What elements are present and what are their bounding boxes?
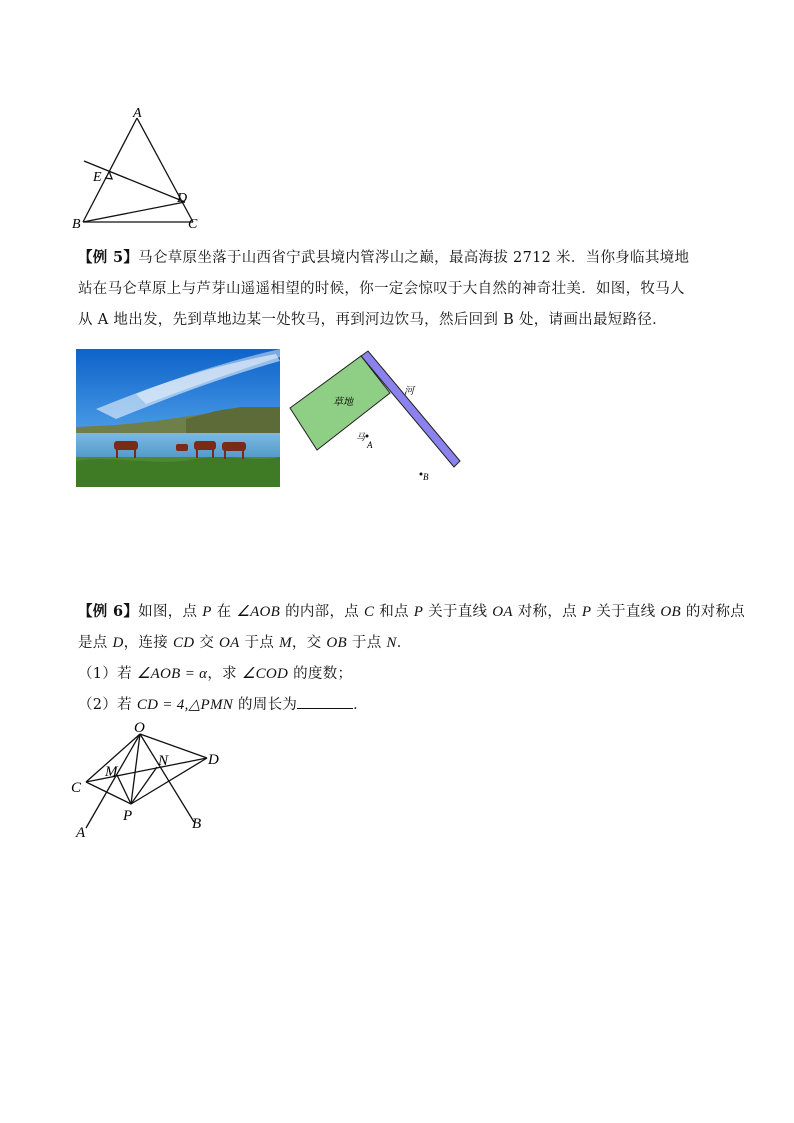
example5-line1: [78, 242, 728, 274]
example5-line2: 站在马仑草原上与芦芽山遥遥相望的时候，你一定会惊叹于大自然的神奇壮美．如图，牧马人: [78, 281, 685, 297]
label-b: B: [192, 816, 202, 832]
label-p: P: [123, 808, 133, 824]
label-o: O: [134, 720, 145, 736]
river-strip: [361, 351, 460, 467]
example5-tag: 【例 5】: [78, 249, 139, 266]
example6-line1: 【例 6】如图，点 P 在 ∠AOB 的内部，点 C 和点 P 关于直线 OA 对称，点 P 关于直线 OB 的对称点: [78, 603, 746, 620]
example6-question1: （1）若 ∠AOB = α，求 ∠COD 的度数；: [78, 666, 353, 682]
example6-tag: 【例 6】: [78, 603, 139, 620]
segment-cp: [86, 782, 131, 804]
horse-label: 马: [356, 432, 366, 442]
example5-text: [78, 242, 728, 336]
river-label: 河: [404, 386, 414, 397]
example6-line2: 是点 D，连接 CD 交 OA 于点 M，交 OB 于点 N．: [78, 635, 412, 651]
point-a-label: A: [367, 440, 373, 450]
label-m: M: [105, 764, 118, 780]
reflection-figure: [64, 718, 234, 843]
label-d: D: [208, 752, 219, 768]
triangle-figure: [60, 95, 220, 240]
segment-pm: [117, 775, 131, 804]
example5-line3: 从 A 地出发，先到草地边某一处牧马，再到河边饮马，然后回到 B 处，请画出最短路径．: [78, 312, 667, 328]
label-c: C: [188, 217, 198, 232]
label-a: A: [76, 825, 86, 841]
label-b: B: [72, 217, 81, 232]
label-a: A: [133, 106, 142, 121]
example5-line1-text: 马仑草原坐落于山西省宁武县境内管涔山之巅，最高海拔 2712 米．当你身临其境地: [138, 250, 690, 266]
segment-bd: [83, 202, 185, 222]
example6-question2: （2）若 CD = 4,△PMN 的周长为 ．: [78, 690, 728, 721]
answer-blank[interactable]: [297, 694, 353, 709]
side-ab: [83, 118, 137, 222]
grass-label: 草地: [333, 397, 353, 408]
example6-text: [78, 596, 746, 721]
label-c: C: [71, 780, 82, 796]
ray-ob: [140, 734, 194, 822]
grassland-photo: [76, 349, 280, 487]
grass-river-map: [285, 348, 465, 488]
label-d: D: [177, 191, 188, 206]
point-a-dot: [366, 435, 369, 438]
label-e: E: [93, 170, 102, 185]
segment-od: [140, 734, 207, 758]
point-b-label: B: [423, 472, 429, 482]
label-n: N: [158, 753, 169, 769]
